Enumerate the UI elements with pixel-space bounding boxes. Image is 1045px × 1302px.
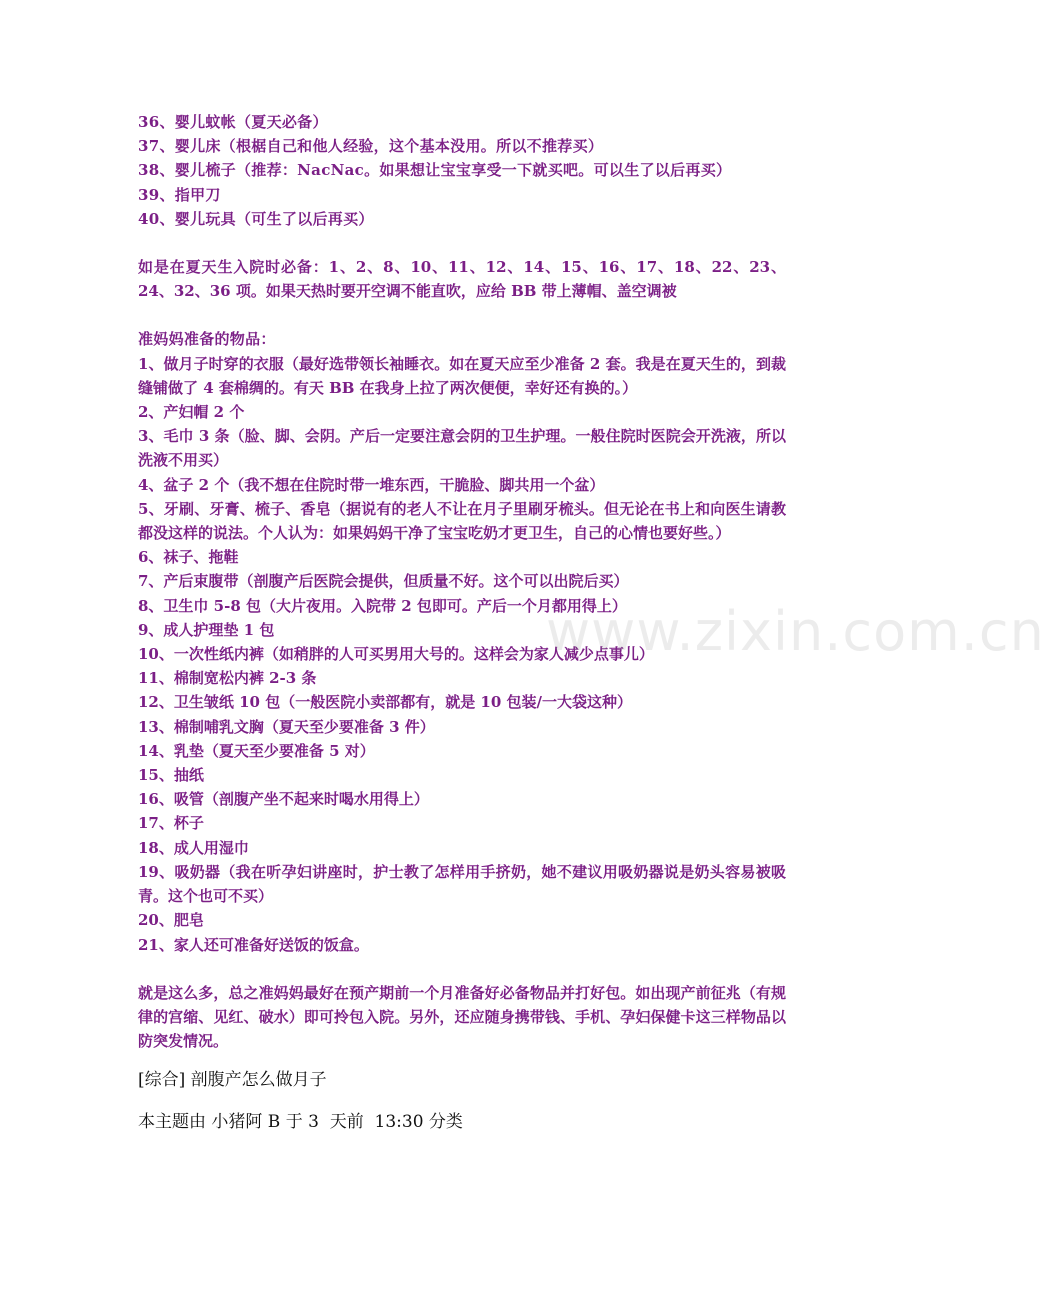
list-item: 4、盆子 2 个（我不想在住院时带一堆东西，干脆脸、脚共用一个盆） <box>138 475 605 494</box>
list-item: 19、吸奶器（我在听孕妇讲座时，护士教了怎样用手挤奶，她不建议用吸奶器说是奶头容易被吸青。这个也可不买） <box>138 862 786 906</box>
list-item: 16、吸管（剖腹产坐不起来时喝水用得上） <box>138 790 429 809</box>
watermark-text: www.zixin.com.cn <box>546 600 1045 663</box>
list-item: 13、棉制哺乳文胸（夏天至少要准备 3 件） <box>138 717 435 736</box>
list-item: 8、卫生巾 5-8 包（大片夜用。入院带 2 包即可。产后一个月都用得上） <box>138 596 627 615</box>
mom-item-list <box>138 352 786 957</box>
list-item: 12、卫生皱纸 10 包（一般医院小卖部都有，就是 10 包装/一大袋这种） <box>138 693 632 712</box>
list-item: 1、做月子时穿的衣服（最好选带领长袖睡衣。如在夏天应至少准备 2 套。我是在夏天生的，到裁缝铺做了 4 套棉绸的。有天 BB 在我身上拉了两次便便，幸好还有换的。） <box>138 354 786 397</box>
list-item: 36、婴儿蚊帐（夏天必备） <box>138 113 328 131</box>
list-item: 21、家人还可准备好送饭的饭盒。 <box>138 935 369 954</box>
list-item: 10、一次性纸内裤（如稍胖的人可买男用大号的。这样会为家人减少点事儿） <box>138 645 654 664</box>
list-item: 39、指甲刀 <box>138 185 221 204</box>
list-item: 5、牙刷、牙膏、梳子、香皂（据说有的老人不让在月子里刷牙梳头。但无论在书上和向医生请教都没这样的说法。个人认为：如果妈妈干净了宝宝吃奶才更卫生，自己的心情也要好些。） <box>138 499 786 543</box>
summer-note: 如是在夏天生入院时必备：1、2、8、10、11、12、14、15、16、17、18、22、23、24、32、36 项。如果天热时要开空调不能直吹，应给 BB 带上薄帽、盖空调被 <box>138 258 786 301</box>
list-item: 7、产后束腹带（剖腹产后医院会提供，但质量不好。这个可以出院后买） <box>138 572 629 591</box>
closing-paragraph: 就是这么多，总之准妈妈最好在预产期前一个月准备好必备物品并打好包。如出现产前征兆（有规律的宫缩、见红、破水）即可拎包入院。另外，还应随身携带钱、手机、孕妇保健卡这三样物品以防突发情况。 <box>138 983 786 1051</box>
topic-meta: 本主题由 小猪阿 B 于 3 天前 13:30 分类 <box>138 1112 463 1133</box>
baby-item-list <box>138 110 786 231</box>
list-item: 15、抽纸 <box>138 766 204 785</box>
list-item: 40、婴儿玩具（可生了以后再买） <box>138 209 374 228</box>
list-item: 11、棉制宽松内裤 2-3 条 <box>138 669 317 688</box>
list-item: 20、肥皂 <box>138 911 204 930</box>
list-item: 9、成人护理垫 1 包 <box>138 620 275 639</box>
list-item: 2、产妇帽 2 个 <box>138 403 245 422</box>
topic-heading: [综合] 剖腹产怎么做月子 <box>138 1070 327 1091</box>
list-item: 38、婴儿梳子（推荐：NacNac。如果想让宝宝享受一下就买吧。可以生了以后再买） <box>138 161 732 180</box>
list-item: 17、杯子 <box>138 814 204 833</box>
list-item: 37、婴儿床（根椐自己和他人经验，这个基本没用。所以不推荐买） <box>138 137 604 156</box>
list-item: 6、袜子、拖鞋 <box>138 548 239 567</box>
document-page <box>138 110 786 1135</box>
list-item: 3、毛巾 3 条（脸、脚、会阴。产后一定要注意会阴的卫生护理。一般住院时医院会开洗液，所以洗液不用买） <box>138 427 786 470</box>
list-item: 18、成人用湿巾 <box>138 838 249 857</box>
mom-section-title: 准妈妈准备的物品： <box>138 330 276 349</box>
list-item: 14、乳垫（夏天至少要准备 5 对） <box>138 741 375 760</box>
